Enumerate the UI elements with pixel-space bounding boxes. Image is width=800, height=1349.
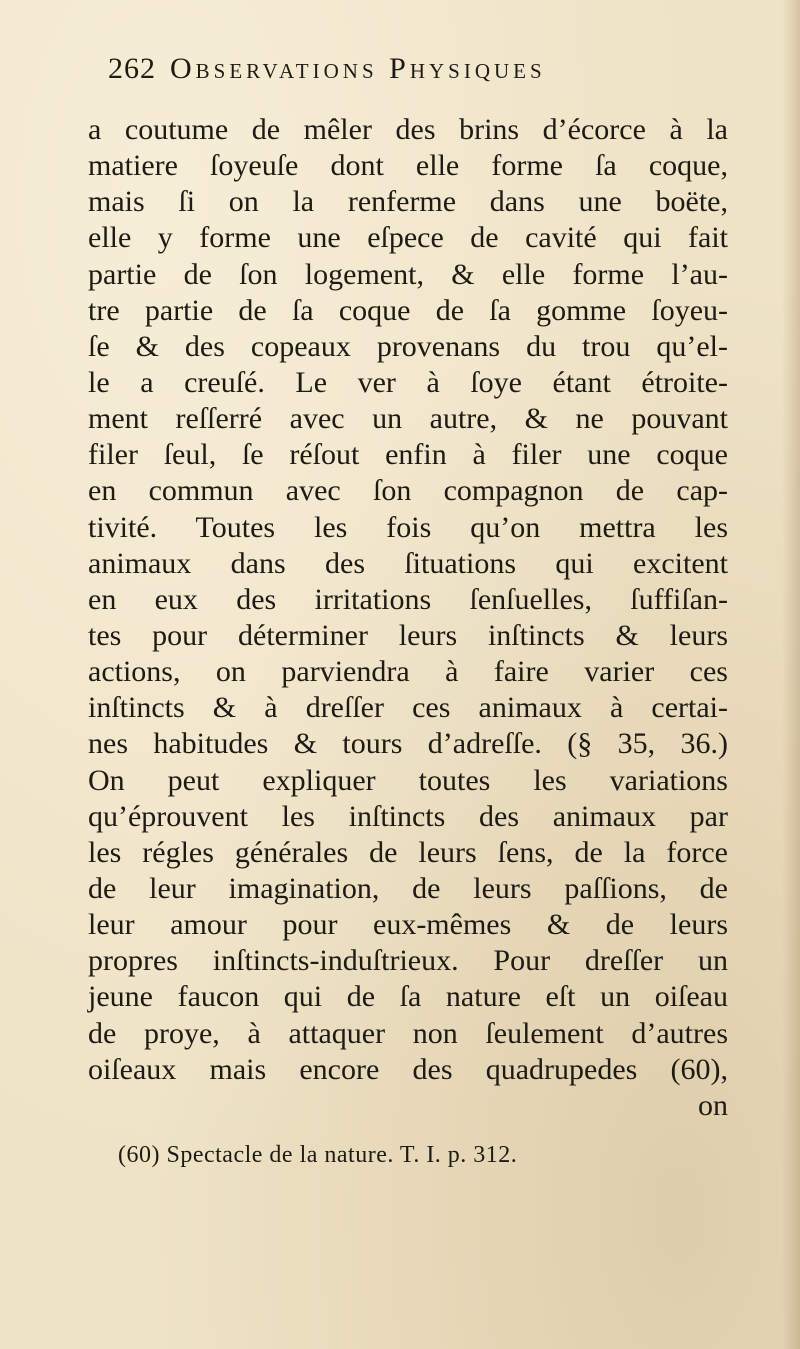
text-line: nes habitudes & tours d’adreſſe. (§ 35, 36.): [88, 727, 728, 761]
text-line: matiere ſoyeuſe dont elle forme ſa coque,: [88, 149, 728, 183]
text-line: en commun avec ſon compagnon de cap-: [88, 474, 728, 508]
text-line: oiſeaux mais encore des quadrupedes (60),: [88, 1052, 728, 1086]
text-line: tivité. Toutes les fois qu’on mettra les: [88, 510, 728, 544]
text-line: de proye, à attaquer non ſeulement d’autres: [88, 1016, 728, 1050]
text-line: elle y forme une eſpece de cavité qui fait: [88, 221, 728, 255]
text-line: a coutume de mêler des brins d’écorce à la: [88, 113, 728, 146]
text-line: partie de ſon logement, & elle forme l’au-: [88, 257, 728, 291]
text-line: le a creuſé. Le ver à ſoye étant étroite-: [88, 365, 728, 399]
text-line: On peut expliquer toutes les variations: [88, 763, 728, 797]
catchword: on: [698, 1088, 728, 1122]
text-line: de leur imagination, de leurs paſſions, de: [88, 871, 728, 905]
text-line: en eux des irritations ſenſuelles, ſuffiſan-: [88, 582, 728, 616]
text-line: qu’éprouvent les inſtincts des animaux par: [88, 799, 728, 833]
text-line: jeune faucon qui de ſa nature eſt un oiſeau: [88, 980, 728, 1014]
footnote: (60) Spectacle de la nature. T. I. p. 312.: [118, 1142, 518, 1168]
body-text: [88, 112, 728, 1124]
text-line: mais ſi on la renferme dans une boëte,: [88, 185, 728, 219]
page-edge-shadow: [782, 0, 800, 1349]
text-line: tre partie de ſa coque de ſa gomme ſoyeu-: [88, 293, 728, 327]
text-line: filer ſeul, ſe réſout enfin à filer une coque: [88, 438, 728, 472]
running-head: [108, 52, 688, 96]
running-title: Observations Physiques: [170, 52, 546, 85]
text-line: les régles générales de leurs ſens, de la force: [88, 835, 728, 869]
text-line: animaux dans des ſituations qui excitent: [88, 546, 728, 580]
text-line: leur amour pour eux-mêmes & de leurs: [88, 908, 728, 942]
text-line: ment reſſerré avec un autre, & ne pouvant: [88, 402, 728, 436]
text-line: inſtincts & à dreſſer ces animaux à certai-: [88, 691, 728, 725]
text-line: propres inſtincts-induſtrieux. Pour dreſſer un: [88, 944, 728, 978]
text-line: ſe & des copeaux provenans du trou qu’el-: [88, 329, 728, 363]
text-line: actions, on parviendra à faire varier ces: [88, 655, 728, 689]
page-number: 262: [108, 52, 156, 85]
text-line: tes pour déterminer leurs inſtincts & leurs: [88, 618, 728, 652]
